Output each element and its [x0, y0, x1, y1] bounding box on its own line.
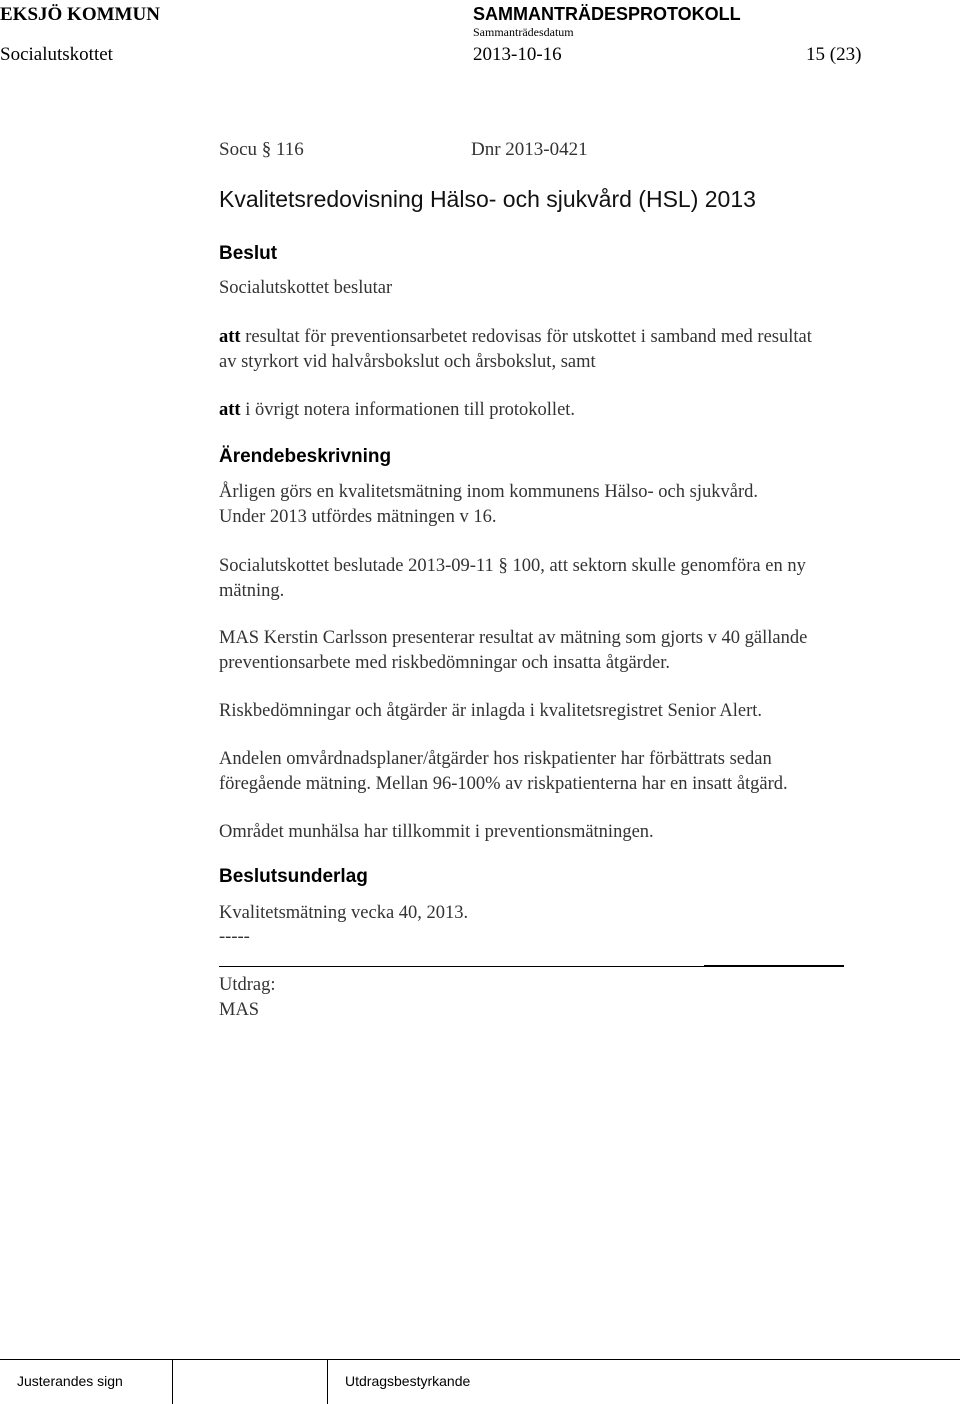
- beslut-item-2-text: i övrigt notera informationen till protokollet.: [240, 400, 576, 420]
- arende-paragraph-3: [219, 626, 807, 676]
- arende-paragraph-2: [219, 553, 806, 604]
- arende-heading: Ärendebeskrivning: [219, 446, 392, 467]
- dnr: Dnr 2013-0421: [471, 139, 588, 160]
- case-reference: [219, 139, 304, 161]
- footer-separator-1: [172, 1360, 173, 1404]
- case-number: 116: [276, 139, 304, 160]
- meeting-date: 2013-10-16: [473, 44, 562, 65]
- utdragsbestyrkande-label: Utdragsbestyrkande: [345, 1373, 471, 1389]
- org-name: EKSJÖ KOMMUN: [0, 4, 160, 25]
- distribution-divider-thick: [704, 965, 844, 967]
- arende-p5-line-1: Andelen omvårdnadsplaner/åtgärder hos riskpatienter har förbättrats sedan: [219, 749, 772, 769]
- att-keyword: att: [219, 400, 241, 420]
- arende-paragraph-5: [219, 747, 788, 797]
- beslut-item-1: [219, 325, 812, 375]
- footer-separator-2: [327, 1360, 328, 1404]
- justerandes-sign-label: Justerandes sign: [17, 1373, 123, 1389]
- arende-p1-line-2: Under 2013 utfördes mätningen v 16.: [219, 507, 497, 527]
- att-keyword: att: [219, 327, 241, 347]
- end-mark: -----: [219, 927, 250, 947]
- arende-p3-line-1: MAS Kerstin Carlsson presenterar resultat av mätning som gjorts v 40 gällande: [219, 628, 808, 648]
- page-title: Kvalitetsredovisning Hälso- och sjukvård (HSL) 2013: [219, 186, 756, 212]
- footer-divider: [0, 1359, 960, 1360]
- arende-p1-line-1: Årligen görs en kvalitetsmätning inom kommunens Hälso- och sjukvård.: [219, 482, 758, 502]
- section-sign: §: [498, 555, 508, 576]
- arende-p2-pre: Socialutskottet beslutade 2013-09-11: [219, 556, 494, 576]
- beslut-heading: Beslut: [219, 243, 278, 264]
- beslut-item-1-line-1: resultat för preventionsarbetet redovisas för utskottet i samband med resultat: [240, 327, 812, 347]
- arende-p3-line-2: preventionsarbete med riskbedömningar och insatta åtgärder.: [219, 653, 671, 673]
- case-ref-prefix: Socu: [219, 139, 257, 160]
- committee-name: Socialutskottet: [0, 44, 113, 65]
- document-type: SAMMANTRÄDESPROTOKOLL: [473, 4, 741, 24]
- beslut-item-2: [219, 398, 575, 423]
- underlag-heading: Beslutsunderlag: [219, 866, 368, 887]
- arende-p2-post: 100, att sektorn skulle genomföra en ny: [512, 556, 806, 576]
- section-sign: §: [261, 139, 272, 160]
- page-number: 15 (23): [806, 44, 862, 65]
- utdrag-recipient: MAS: [219, 1000, 260, 1020]
- arende-paragraph-4: Riskbedömningar och åtgärder är inlagda i kvalitetsregistret Senior Alert.: [219, 701, 763, 721]
- arende-p2-line-2: mätning.: [219, 581, 285, 601]
- utdrag-label: Utdrag:: [219, 975, 276, 995]
- beslut-intro: Socialutskottet beslutar: [219, 278, 393, 298]
- beslut-item-1-line-2: av styrkort vid halvårsbokslut och årsbokslut, samt: [219, 352, 596, 372]
- arende-paragraph-6: Området munhälsa har tillkommit i preventionsmätningen.: [219, 822, 654, 842]
- underlag-item: Kvalitetsmätning vecka 40, 2013.: [219, 903, 469, 923]
- arende-p5-line-2: föregående mätning. Mellan 96-100% av riskpatienterna har en insatt åtgärd.: [219, 774, 788, 794]
- date-label: Sammanträdesdatum: [473, 25, 574, 39]
- arende-paragraph-1: [219, 480, 758, 530]
